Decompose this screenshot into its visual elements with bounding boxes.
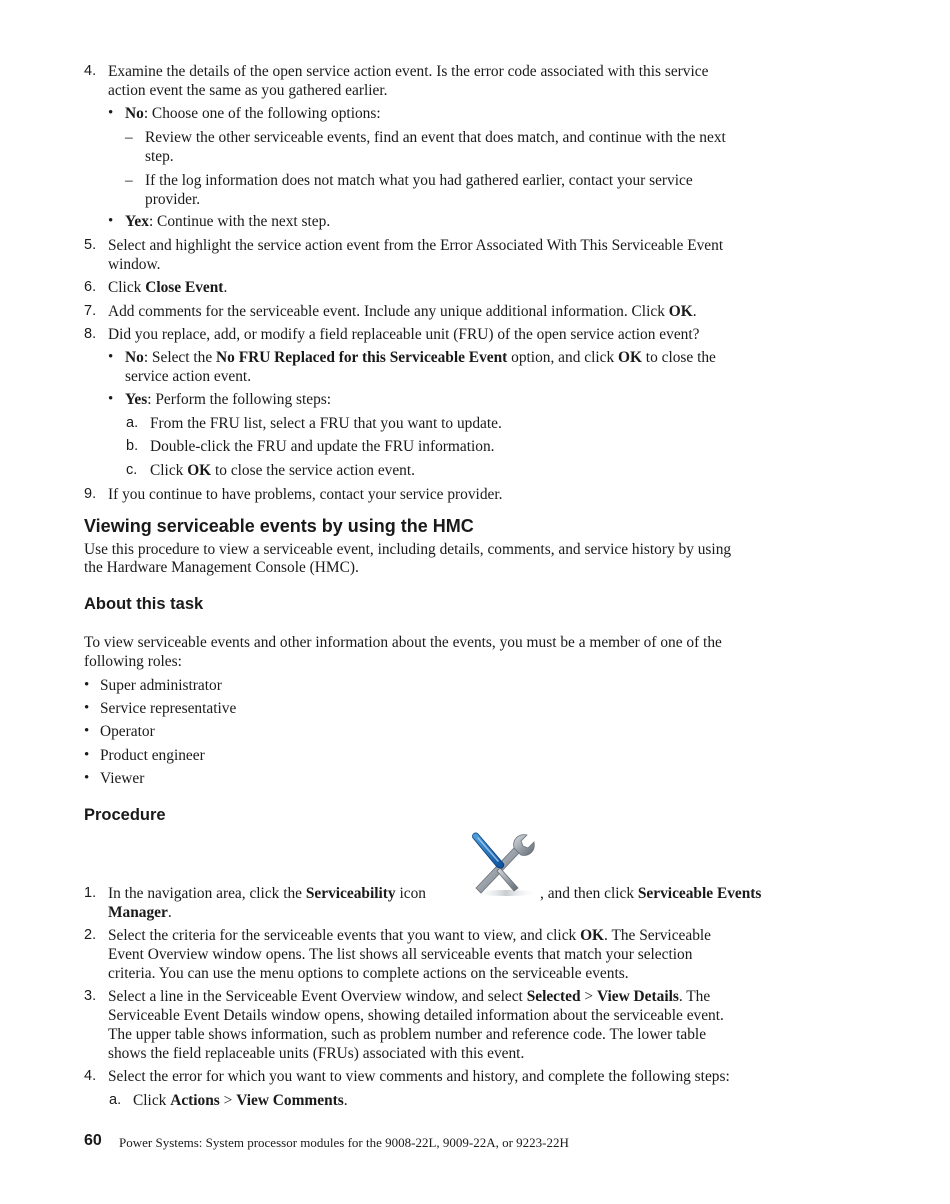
step-text: Select and highlight the service action event from the Error Associated With This Serviceable Event <box>108 237 724 254</box>
bullet: • <box>108 349 114 365</box>
substep-label: c. <box>126 462 138 478</box>
step-text: Select the criteria for the serviceable events that you want to view, and click OK. The Serviceable <box>108 927 712 944</box>
role-item: Viewer <box>100 770 145 787</box>
about-title: About this task <box>84 595 204 613</box>
bullet: • <box>108 213 114 229</box>
option-text: step. <box>145 148 174 165</box>
step-number: 5. <box>84 237 97 253</box>
substep-label: a. <box>109 1092 122 1108</box>
option-text: If the log information does not match what you had gathered earlier, contact your service <box>145 172 693 189</box>
about-text: following roles: <box>84 653 182 670</box>
step-number: 1. <box>84 885 97 901</box>
step-text: Event Overview window opens. The list shows all serviceable events that match your selection <box>108 946 693 963</box>
role-item: Super administrator <box>100 677 222 694</box>
step-number: 3. <box>84 988 97 1004</box>
option-text: Review the other serviceable events, find an event that does match, and continue with the next <box>145 129 726 146</box>
bullet: • <box>108 105 114 121</box>
substep-label: a. <box>126 415 139 431</box>
bullet: • <box>84 770 90 786</box>
about-text: To view serviceable events and other information about the events, you must be a member of one of the <box>84 634 722 651</box>
step-number: 6. <box>84 279 97 295</box>
substep-text: From the FRU list, select a FRU that you want to update. <box>150 415 502 432</box>
step-text: Serviceable Event Details window opens, showing detailed information about the serviceable event. <box>108 1007 724 1024</box>
section-title: Viewing serviceable events by using the HMC <box>84 516 474 536</box>
role-item: Product engineer <box>100 747 205 764</box>
step-number: 7. <box>84 303 97 319</box>
role-item: Service representative <box>100 700 237 717</box>
step-text: Select the error for which you want to view comments and history, and complete the following steps: <box>108 1068 730 1085</box>
footer-text: Power Systems: System processor modules for the 9008-22L, 9009-22A, or 9223-22H <box>119 1135 569 1150</box>
bullet: • <box>84 723 90 739</box>
option-yes: Yex: Continue with the next step. <box>125 213 331 230</box>
step-number: 9. <box>84 486 97 502</box>
step-text: Select a line in the Serviceable Event Overview window, and select Selected > View Details. The <box>108 988 711 1005</box>
step-text: Did you replace, add, or modify a field replaceable unit (FRU) of the open service action event? <box>108 326 700 343</box>
step-text: window. <box>108 256 161 273</box>
bullet: • <box>108 391 114 407</box>
step-text: Click Close Event. <box>108 279 228 296</box>
step-text: action event the same as you gathered earlier. <box>108 82 388 99</box>
dash: – <box>125 172 133 189</box>
option-yes: Yes: Perform the following steps: <box>125 391 332 408</box>
step-text: shows the field replaceable units (FRUs) associated with this event. <box>108 1045 525 1062</box>
step-number: 8. <box>84 326 97 342</box>
option-text: service action event. <box>125 368 252 385</box>
substep-text: Click Actions > View Comments. <box>133 1092 348 1109</box>
bullet: • <box>84 700 90 716</box>
step-text: In the navigation area, click the Serviceability icon <box>108 885 426 902</box>
substep-text: Double-click the FRU and update the FRU information. <box>150 438 495 455</box>
step-number: 4. <box>84 63 97 79</box>
role-item: Operator <box>100 723 155 740</box>
bullet: • <box>84 677 90 693</box>
step-text: Add comments for the serviceable event. Include any unique additional information. Click OK. <box>108 303 697 320</box>
bullet: • <box>84 747 90 763</box>
step-number: 4. <box>84 1068 97 1084</box>
step-text: criteria. You can use the menu options to complete actions on the serviceable events. <box>108 965 629 982</box>
option-no: No: Choose one of the following options: <box>125 105 381 122</box>
procedure-title: Procedure <box>84 806 166 824</box>
step-text: Examine the details of the open service action event. Is the error code associated with this service <box>108 63 709 80</box>
option-text: provider. <box>145 191 201 208</box>
substep-text: Click OK to close the service action event. <box>150 462 415 479</box>
page-number: 60 <box>84 1132 102 1149</box>
option-no: No: Select the No FRU Replaced for this Serviceable Event option, and click OK to close the <box>125 349 716 366</box>
section-intro: the Hardware Management Console (HMC). <box>84 559 359 576</box>
dash: – <box>125 129 133 146</box>
step-text: The upper table shows information, such as problem number and reference code. The lower table <box>108 1026 707 1043</box>
step-text: Manager. <box>108 904 172 921</box>
step-text: If you continue to have problems, contact your service provider. <box>108 486 503 503</box>
wrench-screwdriver-icon <box>470 832 540 898</box>
substep-label: b. <box>126 438 139 454</box>
step-number: 2. <box>84 927 97 943</box>
step-text: , and then click Serviceable Events <box>540 885 762 902</box>
section-intro: Use this procedure to view a serviceable event, including details, comments, and service history by using <box>84 541 732 558</box>
